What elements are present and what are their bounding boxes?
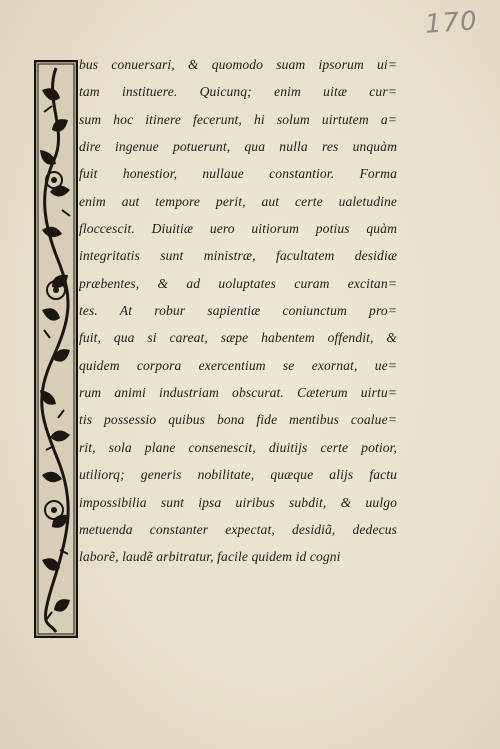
folio-number: 170: [424, 6, 479, 40]
text-line: tes. At robur sapientiæ coniunctum pro=: [79, 303, 397, 319]
text-line: rit, sola plane consenescit, diuitijs certe potior,: [79, 439, 397, 455]
text-line: præbentes, & ad uoluptates curam excitan=: [79, 275, 397, 291]
text-line: utiliorq; generis nobilitate, quæque alijs factu: [79, 467, 397, 483]
body-text: [79, 51, 397, 571]
text-line: enim aut tempore perit, aut certe ualetudine: [79, 193, 397, 209]
text-line: metuenda constanter expectat, desidiã, dedecus: [79, 521, 397, 537]
text-line: floccescit. Diuitiæ uero uitiorum potius quàm: [79, 221, 397, 237]
text-line: rum animi industriam obscurat. Cæterum uirtu=: [79, 385, 397, 401]
text-line: bus conuersari, & quomodo suam ipsorum ui=: [79, 57, 397, 72]
text-line: fuit honestior, nullaue constantior. Forma: [79, 166, 397, 182]
text-line: sum hoc itinere fecerunt, hi solum uirtutem a=: [79, 111, 397, 127]
text-line: integritatis sunt ministræ, facultatem desidiæ: [79, 248, 397, 264]
woodcut-ornamental-border: [34, 60, 78, 638]
text-line: dire ingenue potuerunt, qua nulla res unquàm: [79, 139, 397, 155]
text-line: laborẽ, laudẽ arbitratur, facile quidem id cogni: [79, 549, 341, 565]
text-line: tis possessio quibus bona fide mentibus coalue=: [79, 412, 397, 428]
text-line: impossibilia sunt ipsa uiribus subdit, & uulgo: [79, 494, 397, 510]
text-line: quidem corpora exercentium se exornat, ue=: [79, 357, 397, 373]
text-line: tam instituere. Quicunq; enim uitæ cur=: [79, 84, 397, 100]
text-line: fuit, qua si careat, sæpe habentem offendit, &: [79, 330, 397, 346]
